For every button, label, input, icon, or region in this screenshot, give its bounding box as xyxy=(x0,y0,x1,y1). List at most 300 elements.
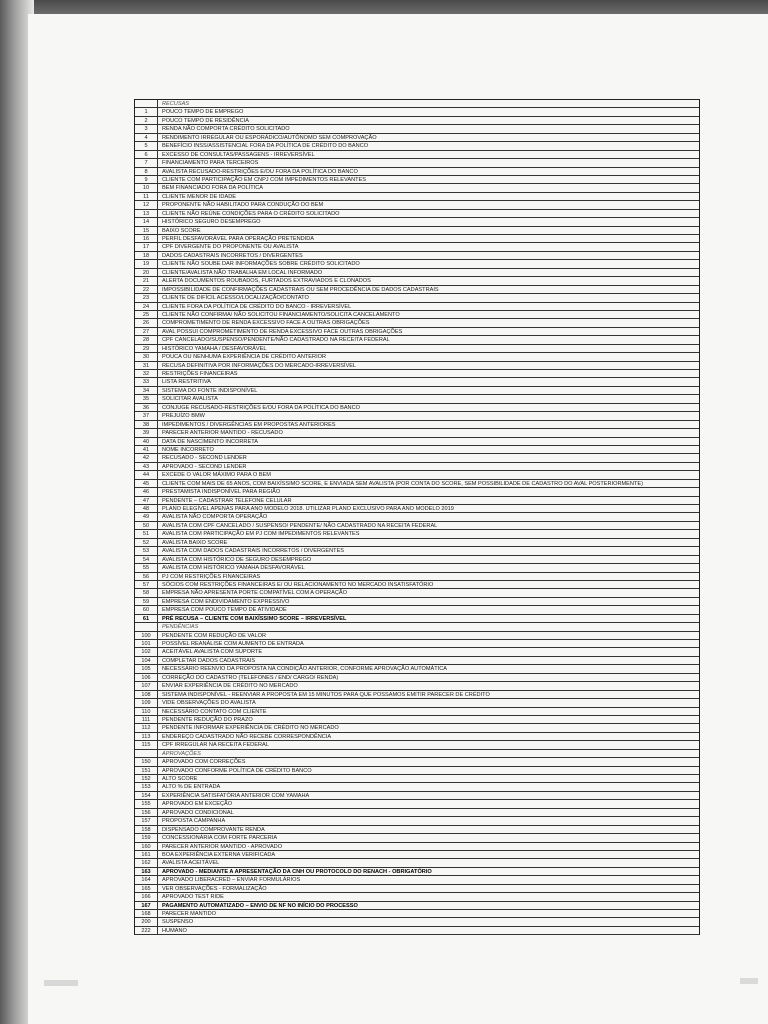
code-number: 12 xyxy=(135,201,158,208)
scan-smudge xyxy=(740,978,758,984)
code-description: BEM FINANCIADO FORA DA POLÍTICA xyxy=(162,185,264,192)
code-number: 7 xyxy=(135,159,158,166)
code-number: 151 xyxy=(135,767,158,774)
table-row xyxy=(135,463,699,471)
code-number: 4 xyxy=(135,134,158,141)
code-number: 167 xyxy=(135,902,158,909)
table-row xyxy=(135,539,699,547)
code-description: APROVADO COM CORREÇÕES xyxy=(162,759,246,766)
code-description: SÓCIOS COM RESTRIÇÕES FINANCEIRAS E/ OU RELACIONAMENTO NO MERCADO INSATISFATÓRIO xyxy=(162,581,434,588)
code-number: 55 xyxy=(135,564,158,571)
table-row xyxy=(135,319,699,327)
code-description: RENDA NÃO COMPORTA CRÉDITO SOLICITADO xyxy=(162,126,290,133)
code-description: ALTO % DE ENTRADA xyxy=(162,784,221,791)
table-row xyxy=(135,522,699,530)
code-description: PRÉ RECUSA – CLIENTE COM BAIXÍSSIMO SCORE – IRREVERSÍVEL xyxy=(162,615,347,622)
table-row xyxy=(135,277,699,285)
table-row xyxy=(135,843,699,851)
code-description: PLANO ELEGÍVEL APENAS PARA ANO MODELO 2018. UTILIZAR PLANO EXCLUSIVO PARA ANO MODELO 2019 xyxy=(162,506,454,512)
code-number: 105 xyxy=(135,665,158,672)
code-number: 51 xyxy=(135,530,158,537)
code-description: AVALISTA COM HISTÓRICO YAMAHA DESFAVORÁVEL xyxy=(162,565,305,572)
code-description: APROVADO CONFORME POLÍTICA DE CRÉDITO BANCO xyxy=(162,767,312,774)
code-description: SISTEMA INDISPONÍVEL - REENVIAR A PROPOSTA EM 15 MINUTOS PARA QUE POSSAMOS EMITIR PARECER DE CRÉDITO xyxy=(162,691,490,698)
section-header-row xyxy=(135,623,699,631)
table-row xyxy=(135,142,699,150)
code-description: ENDEREÇO CADASTRADO NÃO RECEBE CORRESPONDÊNCIA xyxy=(162,733,332,740)
code-description: HUMANO xyxy=(162,927,187,934)
code-number: 24 xyxy=(135,303,158,310)
table-row xyxy=(135,286,699,294)
code-number: 107 xyxy=(135,682,158,689)
table-row xyxy=(135,615,699,623)
table-row xyxy=(135,218,699,226)
code-number: 222 xyxy=(135,927,158,934)
code-description: CLIENTE COM MAIS DE 65 ANOS, COM BAIXÍSSIMO SCORE, E ENVIADA SEM AVALISTA (POR CONTA DO SCORE, SEM POSSIBILIDADE DE CADASTRO DO AVAL POSTERIORMENTE) xyxy=(162,480,643,487)
code-number: 30 xyxy=(135,353,158,360)
code-description: PENDENTE REDUÇÃO DO PRAZO xyxy=(162,716,253,723)
code-number: 16 xyxy=(135,235,158,242)
code-description: SUSPENSO xyxy=(162,919,194,926)
code-number: 18 xyxy=(135,252,158,259)
table-row xyxy=(135,893,699,901)
table-row xyxy=(135,488,699,496)
code-description: APROVADO TEST RIDE xyxy=(162,894,224,901)
section-title: RECUSAS xyxy=(162,101,190,107)
code-number: 57 xyxy=(135,581,158,588)
code-number: 165 xyxy=(135,885,158,892)
table-row xyxy=(135,412,699,420)
code-number: 17 xyxy=(135,243,158,250)
code-number: 152 xyxy=(135,775,158,782)
table-row xyxy=(135,497,699,505)
code-description: NOME INCORRETO xyxy=(162,446,214,453)
code-number: 38 xyxy=(135,421,158,428)
code-description: RECUSA DEFINITIVA POR INFORMAÇÕES DO MERCADO-IRREVERSÍVEL xyxy=(162,362,357,369)
code-number: 155 xyxy=(135,800,158,807)
code-number: 168 xyxy=(135,910,158,917)
table-row xyxy=(135,902,699,910)
code-description: CLIENTE/AVALISTA NÃO TRABALHA EM LOCAL INFORMADO xyxy=(162,269,323,276)
code-description: SOLICITAR AVALISTA xyxy=(162,396,218,403)
table-row xyxy=(135,429,699,437)
table-row xyxy=(135,699,699,707)
code-description: COMPROMETIMENTO DE RENDA EXCESSIVO FACE A OUTRAS OBRIGAÇÕES xyxy=(162,320,370,327)
code-number: 23 xyxy=(135,294,158,301)
code-description: PARECER ANTERIOR MANTIDO - RECUSADO xyxy=(162,430,283,437)
table-row xyxy=(135,556,699,564)
code-number: 21 xyxy=(135,277,158,284)
code-description: PJ COM RESTRIÇÕES FINANCEIRAS xyxy=(162,573,261,580)
table-row xyxy=(135,446,699,454)
code-description: SISTEMA DO FONTE INDISPONÍVEL xyxy=(162,387,258,394)
code-description: EXCEDE O VALOR MÁXIMO PARA O BEM xyxy=(162,472,271,479)
code-number: 31 xyxy=(135,362,158,369)
table-row xyxy=(135,716,699,724)
code-description: ALTO SCORE xyxy=(162,776,198,782)
code-number: 158 xyxy=(135,826,158,833)
code-number: 60 xyxy=(135,606,158,613)
code-description: FINANCIAMENTO PARA TERCEIROS xyxy=(162,160,259,167)
table-row xyxy=(135,353,699,361)
table-row xyxy=(135,885,699,893)
code-description: ENVIAR EXPERIÊNCIA DE CRÉDITO NO MERCADO xyxy=(162,683,298,690)
table-row xyxy=(135,834,699,842)
code-number: 159 xyxy=(135,834,158,841)
table-row xyxy=(135,328,699,336)
scan-smudge xyxy=(44,980,78,986)
code-description: CLIENTE NÃO REÚNE CONDIÇÕES PARA O CRÉDITO SOLICITADO xyxy=(162,210,340,217)
code-description: AVAL POSSUI COMPROMETIMENTO DE RENDA EXCESSIVO FACE OUTRAS OBRIGAÇÕES xyxy=(162,328,403,335)
code-number: 14 xyxy=(135,218,158,225)
code-description: BOA EXPERIÊNCIA EXTERNA VERIFICADA xyxy=(162,851,276,858)
section-header-row xyxy=(135,750,699,758)
table-row xyxy=(135,691,699,699)
code-description: PENDENTE – CADASTRAR TELEFONE CELULAR xyxy=(162,497,292,504)
code-number: 50 xyxy=(135,522,158,529)
code-number: 157 xyxy=(135,817,158,824)
code-number: 166 xyxy=(135,893,158,900)
reason-codes-table xyxy=(134,99,700,935)
table-row xyxy=(135,210,699,218)
code-number: 111 xyxy=(135,716,158,723)
code-number: 52 xyxy=(135,539,158,546)
code-number: 37 xyxy=(135,412,158,419)
table-row xyxy=(135,547,699,555)
table-row xyxy=(135,733,699,741)
code-number: 160 xyxy=(135,843,158,850)
code-number: 3 xyxy=(135,125,158,132)
code-number: 39 xyxy=(135,429,158,436)
code-description: AVALISTA COM HISTÓRICO DE SEGURO DESEMPREGO xyxy=(162,556,312,563)
code-number: 56 xyxy=(135,573,158,580)
code-number: 2 xyxy=(135,117,158,124)
table-row xyxy=(135,134,699,142)
table-row xyxy=(135,362,699,370)
code-number: 58 xyxy=(135,589,158,596)
table-row xyxy=(135,471,699,479)
code-number: 61 xyxy=(135,615,158,622)
code-description: DISPENSADO COMPROVANTE RENDA xyxy=(162,826,265,833)
code-description: PROPONENTE NÃO HABILITADO PARA CONDUÇÃO DO BEM xyxy=(162,202,324,209)
table-row xyxy=(135,395,699,403)
code-number: 45 xyxy=(135,480,158,487)
table-row xyxy=(135,826,699,834)
code-description: HISTÓRICO SEGURO DESEMPREGO xyxy=(162,219,261,226)
code-number: 6 xyxy=(135,151,158,158)
code-description: NECESSÁRIO CONTATO COM CLIENTE xyxy=(162,708,267,715)
code-number: 48 xyxy=(135,505,158,512)
code-number: 49 xyxy=(135,513,158,520)
table-row xyxy=(135,783,699,791)
code-description: PREJUÍZO BMW xyxy=(162,413,205,420)
code-number: 15 xyxy=(135,227,158,234)
table-row xyxy=(135,674,699,682)
table-row xyxy=(135,792,699,800)
table-row xyxy=(135,564,699,572)
code-description: EMPRESA NÃO APRESENTA PORTE COMPATÍVEL COM A OPERAÇÃO xyxy=(162,590,347,597)
code-number: 101 xyxy=(135,640,158,647)
section-title: APROVAÇÕES xyxy=(162,750,201,757)
table-row xyxy=(135,303,699,311)
code-description: ACEITÁVEL AVALISTA COM SUPORTE xyxy=(162,649,263,656)
code-description: HISTÓRICO YAMAHA / DESFAVORÁVEL xyxy=(162,345,267,352)
table-row xyxy=(135,184,699,192)
code-number: 163 xyxy=(135,868,158,875)
code-number: 200 xyxy=(135,918,158,925)
code-number: 46 xyxy=(135,488,158,495)
code-description: PROPOSTA CAMPANHA xyxy=(162,818,226,825)
code-description: BENEFÍCIO INSS/ASSISTENCIAL FORA DA POLÍTICA DE CRÉDITO DO BANCO xyxy=(162,143,369,150)
code-description: PENDENTE INFORMAR EXPERIÊNCIA DE CRÉDITO NO MERCADO xyxy=(162,725,339,732)
table-row xyxy=(135,151,699,159)
code-description: DADOS CADASTRAIS INCORRETOS / DIVERGENTES xyxy=(162,252,303,259)
table-row xyxy=(135,227,699,235)
code-number: 112 xyxy=(135,724,158,731)
code-description: PRESTAMISTA INDISPONÍVEL PARA REGIÃO xyxy=(162,489,281,496)
code-description: LISTA RESTRITIVA xyxy=(162,379,211,386)
table-row xyxy=(135,817,699,825)
code-description: CORREÇÃO DO CADASTRO (TELEFONES / END/ CARGO/ RENDA) xyxy=(162,674,339,681)
code-description: CONCESSIONÁRIA COM FORTE PARCERIA xyxy=(162,835,278,842)
table-row xyxy=(135,125,699,133)
code-description: APROVADO - SECOND LENDER xyxy=(162,463,247,470)
code-number: 13 xyxy=(135,210,158,217)
code-number: 43 xyxy=(135,463,158,470)
table-row xyxy=(135,708,699,716)
code-description: DATA DE NASCIMENTO INCORRETA xyxy=(162,438,258,445)
table-row xyxy=(135,868,699,876)
code-description: NECESSÁRIO REENVIO DA PROPOSTA NA CONDIÇÃO ANTERIOR, CONFORME APROVAÇÃO AUTOMÁTICA xyxy=(162,666,448,673)
table-row xyxy=(135,336,699,344)
table-row xyxy=(135,269,699,277)
code-number: 106 xyxy=(135,674,158,681)
code-description: POUCO TEMPO DE RESIDÊNCIA xyxy=(162,117,249,124)
code-description: CLIENTE NÃO SOUBE DAR INFORMAÇÕES SOBRE CRÉDITO SOLICITADO xyxy=(162,261,360,268)
code-number: 104 xyxy=(135,657,158,664)
code-number: 153 xyxy=(135,783,158,790)
table-row xyxy=(135,573,699,581)
code-description: CLIENTE NÃO CONFIRMA/ NÃO SOLICITOU FINANCIAMENTO/SOLICITA CANCELAMENTO xyxy=(162,311,400,318)
code-description: APROVADO EM EXCEÇÃO xyxy=(162,801,233,808)
table-row xyxy=(135,859,699,867)
code-number: 35 xyxy=(135,395,158,402)
code-number: 115 xyxy=(135,741,158,748)
code-description: RENDIMENTO IRREGULAR OU ESPORÁDICO/AUTÔNOMO SEM COMPROVAÇÃO xyxy=(162,134,377,141)
code-description: PARECER MANTIDO xyxy=(162,911,216,917)
code-number: 109 xyxy=(135,699,158,706)
code-number: 27 xyxy=(135,328,158,335)
code-number: 162 xyxy=(135,859,158,866)
code-number: 26 xyxy=(135,319,158,326)
code-number: 154 xyxy=(135,792,158,799)
code-number: 22 xyxy=(135,286,158,293)
table-row xyxy=(135,421,699,429)
code-number: 47 xyxy=(135,497,158,504)
code-number: 164 xyxy=(135,876,158,883)
code-description: AVALISTA NÃO COMPORTA OPERAÇÃO xyxy=(162,514,268,521)
code-number: 53 xyxy=(135,547,158,554)
code-description: CONJUGE RECUSADO-RESTRIÇÕES E/OU FORA DA POLÍTICA DO BANCO xyxy=(162,404,360,411)
table-row xyxy=(135,235,699,243)
code-number xyxy=(135,623,158,630)
code-description: BAIXO SCORE xyxy=(162,227,201,234)
table-row xyxy=(135,193,699,201)
code-description: EXCESSO DE CONSULTAS/PASSAGENS - IRREVERSÍVEL xyxy=(162,151,315,158)
code-description: IMPOSSIBILIDADE DE CONFIRMAÇÕES CADASTRAIS OU SEM PROCEDÊNCIA DE DADOS CADASTRAIS xyxy=(162,286,439,293)
code-number: 33 xyxy=(135,378,158,385)
code-number: 32 xyxy=(135,370,158,377)
code-description: AVALISTA COM DADOS CADASTRAIS INCORRETOS / DIVERGENTES xyxy=(162,548,345,555)
table-row xyxy=(135,505,699,513)
table-row xyxy=(135,370,699,378)
code-description: IMPEDIMENTOS / DIVERGÊNCIAS EM PROPOSTAS ANTERIORES xyxy=(162,421,336,428)
code-number: 161 xyxy=(135,851,158,858)
table-row xyxy=(135,665,699,673)
code-number: 28 xyxy=(135,336,158,343)
code-description: CPF CANCELADO/SUSPENSO/PENDENTE/NÃO CADASTRADO NA RECEITA FEDERAL xyxy=(162,337,390,344)
code-description: COMPLETAR DADOS CADASTRAIS xyxy=(162,657,256,664)
table-row xyxy=(135,378,699,386)
code-description: APROVADO CONDICIONAL xyxy=(162,809,234,816)
code-description: EMPRESA COM POUCO TEMPO DE ATIVIDADE xyxy=(162,607,287,614)
table-row xyxy=(135,589,699,597)
code-description: VIDE OBSERVAÇÕES DO AVALISTA xyxy=(162,700,256,707)
code-number: 5 xyxy=(135,142,158,149)
code-description: AVALISTA ACEITÁVEL xyxy=(162,860,220,867)
code-description: POUCO TEMPO DE EMPREGO xyxy=(162,109,244,116)
code-description: EXPERIÊNCIA SATISFATÓRIA ANTERIOR COM YAMAHA xyxy=(162,792,310,799)
table-row xyxy=(135,117,699,125)
table-row xyxy=(135,252,699,260)
code-description: PAGAMENTO AUTOMATIZADO – ENVIO DE NF NO INÍCIO DO PROCESSO xyxy=(162,902,358,909)
table-row xyxy=(135,632,699,640)
table-row xyxy=(135,741,699,749)
code-number: 54 xyxy=(135,556,158,563)
code-number: 42 xyxy=(135,454,158,461)
code-number: 100 xyxy=(135,632,158,639)
table-row xyxy=(135,775,699,783)
code-description: VER OBSERVAÇÕES - FORMALIZAÇÃO xyxy=(162,885,267,892)
code-description: CLIENTE COM PARTICIPAÇÃO EM CNPJ COM IMPEDIMENTOS RELEVANTES xyxy=(162,176,366,183)
code-description: EMPRESA COM ENDIVIDAMENTO EXPRESSIVO xyxy=(162,598,290,605)
code-description: AVALISTA BAIXO SCORE xyxy=(162,539,228,546)
code-number: 113 xyxy=(135,733,158,740)
table-row xyxy=(135,454,699,462)
code-number: 110 xyxy=(135,708,158,715)
code-description: AVALISTA COM PARTICIPAÇÃO EM PJ COM IMPEDIMENTOS RELEVANTES xyxy=(162,531,360,538)
table-row xyxy=(135,387,699,395)
code-description: CLIENTE MENOR DE IDADE xyxy=(162,193,236,200)
code-number: 44 xyxy=(135,471,158,478)
code-number: 156 xyxy=(135,809,158,816)
code-number: 40 xyxy=(135,438,158,445)
code-description: CPF IRREGULAR NA RECEITA FEDERAL xyxy=(162,742,269,749)
table-row xyxy=(135,159,699,167)
table-row xyxy=(135,809,699,817)
code-number xyxy=(135,100,158,107)
code-number: 25 xyxy=(135,311,158,318)
code-description: CLIENTE FORA DA POLÍTICA DE CRÉDITO DO BANCO - IRREVERSÍVEL xyxy=(162,303,352,310)
code-description: ALERTA DOCUMENTOS ROUBADOS, FURTADOS EXTRAVIADOS E CLONADOS xyxy=(162,278,371,285)
table-row xyxy=(135,311,699,319)
table-row xyxy=(135,598,699,606)
table-row xyxy=(135,851,699,859)
code-number: 11 xyxy=(135,193,158,200)
table-row xyxy=(135,513,699,521)
table-row xyxy=(135,176,699,184)
code-description: RECUSADO - SECOND LENDER xyxy=(162,455,247,462)
table-row xyxy=(135,345,699,353)
code-number: 10 xyxy=(135,184,158,191)
table-row xyxy=(135,438,699,446)
table-row xyxy=(135,876,699,884)
table-row xyxy=(135,640,699,648)
table-row xyxy=(135,294,699,302)
code-number: 29 xyxy=(135,345,158,352)
code-number: 19 xyxy=(135,260,158,267)
table-row xyxy=(135,927,699,935)
table-row xyxy=(135,800,699,808)
table-row xyxy=(135,530,699,538)
table-row xyxy=(135,767,699,775)
code-number: 1 xyxy=(135,108,158,115)
table-row xyxy=(135,480,699,488)
table-row xyxy=(135,201,699,209)
table-row xyxy=(135,243,699,251)
code-description: POSSÍVEL REANÁLISE COM AUMENTO DE ENTRADA xyxy=(162,641,304,647)
table-row xyxy=(135,168,699,176)
table-row xyxy=(135,910,699,918)
code-number: 108 xyxy=(135,691,158,698)
section-header-row xyxy=(135,100,699,108)
table-row xyxy=(135,260,699,268)
code-description: RESTRIÇÕES FINANCEIRAS xyxy=(162,371,238,377)
table-row xyxy=(135,108,699,116)
code-description: PENDENTE COM REDUÇÃO DE VALOR xyxy=(162,632,267,639)
code-description: POUCA OU NENHUMA EXPERIÊNCIA DE CRÉDITO ANTERIOR xyxy=(162,354,327,361)
code-number: 34 xyxy=(135,387,158,394)
table-row xyxy=(135,648,699,656)
code-number: 9 xyxy=(135,176,158,183)
code-number: 59 xyxy=(135,598,158,605)
code-description: PARECER ANTERIOR MANTIDO - APROVADO xyxy=(162,843,283,850)
table-row xyxy=(135,724,699,732)
table-row xyxy=(135,758,699,766)
code-description: PERFIL DESFAVORÁVEL PARA OPERAÇÃO PRETENDIDA xyxy=(162,236,315,242)
table-row xyxy=(135,657,699,665)
table-row xyxy=(135,606,699,614)
code-number: 20 xyxy=(135,269,158,276)
table-row xyxy=(135,404,699,412)
code-number: 36 xyxy=(135,404,158,411)
code-description: CLIENTE DE DIFÍCIL ACESSO/LOCALIZAÇÃO/CONTATO xyxy=(162,295,309,302)
code-description: AVALISTA COM CPF CANCELADO / SUSPENSO/ PENDENTE/ NÃO CADASTRADO NA RECEITA FEDERAL xyxy=(162,522,438,529)
code-number: 150 xyxy=(135,758,158,765)
code-description: APROVADO - MEDIANTE A APRESENTAÇÃO DA CNH OU PROTOCOLO DO RENACH - OBRIGATÓRIO xyxy=(162,868,432,875)
table-row xyxy=(135,682,699,690)
code-description: CPF DIVERGENTE DO PROPONENTE OU AVALISTA xyxy=(162,244,299,251)
code-number: 8 xyxy=(135,168,158,175)
table-row xyxy=(135,581,699,589)
code-number xyxy=(135,750,158,757)
code-description: APROVADO LIBERACRED – ENVIAR FORMULÁRIOS xyxy=(162,877,301,884)
code-number: 41 xyxy=(135,446,158,453)
code-number: 102 xyxy=(135,648,158,655)
table-row xyxy=(135,918,699,926)
code-description: AVALISTA RECUSADO-RESTRIÇÕES E/OU FORA DA POLÍTICA DO BANCO xyxy=(162,168,358,175)
section-title: PENDÊNCIAS xyxy=(162,624,199,631)
